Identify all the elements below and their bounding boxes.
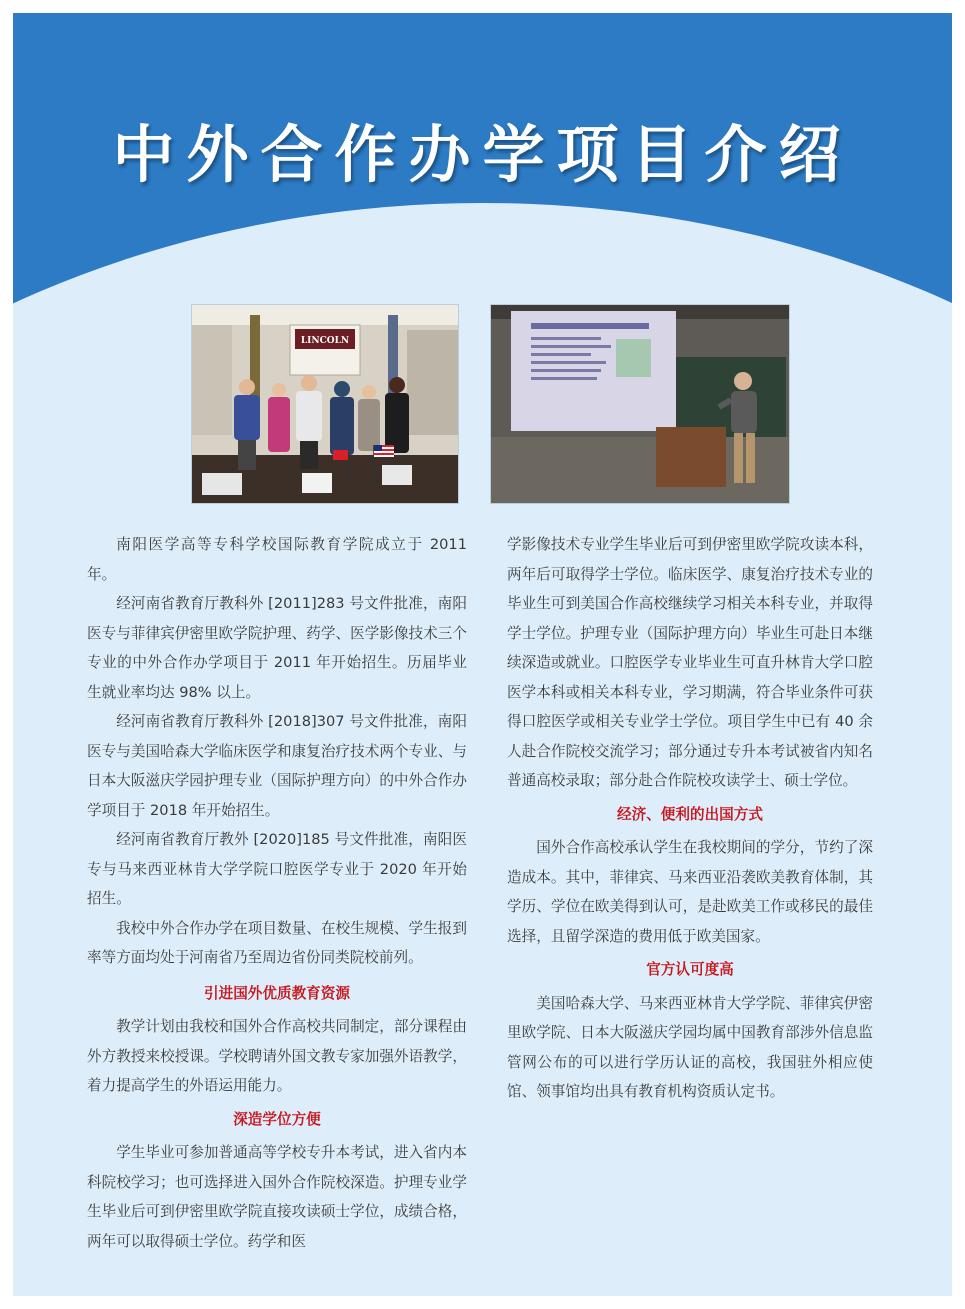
- group-photo: [191, 304, 459, 504]
- right-column: [507, 530, 873, 1107]
- page: [13, 13, 952, 1296]
- section-heading: 深造学位方便: [233, 1110, 321, 1128]
- group-photo-illustration: [192, 305, 458, 503]
- left-column: [87, 530, 467, 1256]
- paragraph: 我校中外合作办学在项目数量、在校生规模、学生报到率等方面均处于河南省乃至周边省份同类院校前列。: [87, 919, 467, 966]
- paragraph: 经河南省教育厅教外 [2020]185 号文件批准，南阳医专与马来西亚林肯大学学院口腔医学专业于 2020 年开始招生。: [87, 831, 467, 907]
- paragraph: 南阳医学高等专科学校国际教育学院成立于 2011 年。: [87, 536, 467, 583]
- paragraph: 经河南省教育厅教科外 [2011]283 号文件批准，南阳医专与菲律宾伊密里欧学院护理、药学、医学影像技术三个专业的中外合作办学项目于 2011 年开始招生。历届毕业生就业率均达 98% 以上。: [87, 595, 467, 701]
- paragraph: 美国哈森大学、马来西亚林肯大学学院、菲律宾伊密里欧学院、日本大阪滋庆学园均属中国教育部涉外信息监管网公布的可以进行学历认证的高校，我国驻外相应使馆、领事馆均出具有教育机构资质认定书。: [507, 994, 873, 1100]
- lecture-photo-illustration: [491, 305, 789, 503]
- paragraph: 经河南省教育厅教科外 [2018]307 号文件批准，南阳医专与美国哈森大学临床医学和康复治疗技术两个专业、与日本大阪滋庆学园护理专业（国际护理方向）的中外合作办学项目于 2018 年开始招生。: [87, 713, 467, 819]
- section-heading: 引进国外优质教育资源: [204, 984, 350, 1002]
- lecture-photo: [490, 304, 790, 504]
- page-title: 中外合作办学项目介绍: [112, 118, 853, 191]
- section-heading: 官方认可度高: [646, 961, 734, 978]
- paragraph: 学影像技术专业学生毕业后可到伊密里欧学院攻读本科，两年后可取得学士学位。临床医学、康复治疗技术专业的毕业生可到美国合作高校继续学习相关本科专业，并取得学士学位。护理专业（国际护理方向）毕业生可赴日本继续深造或就业。口腔医学专业毕业生可直升林肯大学口腔医学本科或相关本科专业，学习期满，符合毕业条件可获得口腔医学或相关专业学士学位。项目学生中已有 40 余人赴合作院校交流学习；部分通过专升本考试被省内知名普通高校录取；部分赴合作院校攻读学士、硕士学位。: [507, 536, 873, 789]
- paragraph: 学生毕业可参加普通高等学校专升本考试，进入省内本科院校学习；也可选择进入国外合作院校深造。护理专业学生毕业后可到伊密里欧学院直接攻读硕士学位，成绩合格，两年可以取得硕士学位。药学和医: [87, 1144, 467, 1250]
- section-heading: 经济、便利的出国方式: [617, 805, 763, 823]
- banner-text: LINCOLN: [300, 336, 350, 346]
- paragraph: 国外合作高校承认学生在我校期间的学分，节约了深造成本。其中，菲律宾、马来西亚沿袭欧美教育体制，其学历、学位在欧美得到认可，是赴欧美工作或移民的最佳选择，且留学深造的费用低于欧美国家。: [507, 839, 873, 945]
- paragraph: 教学计划由我校和国外合作高校共同制定，部分课程由外方教授来校授课。学校聘请外国文教专家加强外语教学，着力提高学生的外语运用能力。: [87, 1018, 467, 1094]
